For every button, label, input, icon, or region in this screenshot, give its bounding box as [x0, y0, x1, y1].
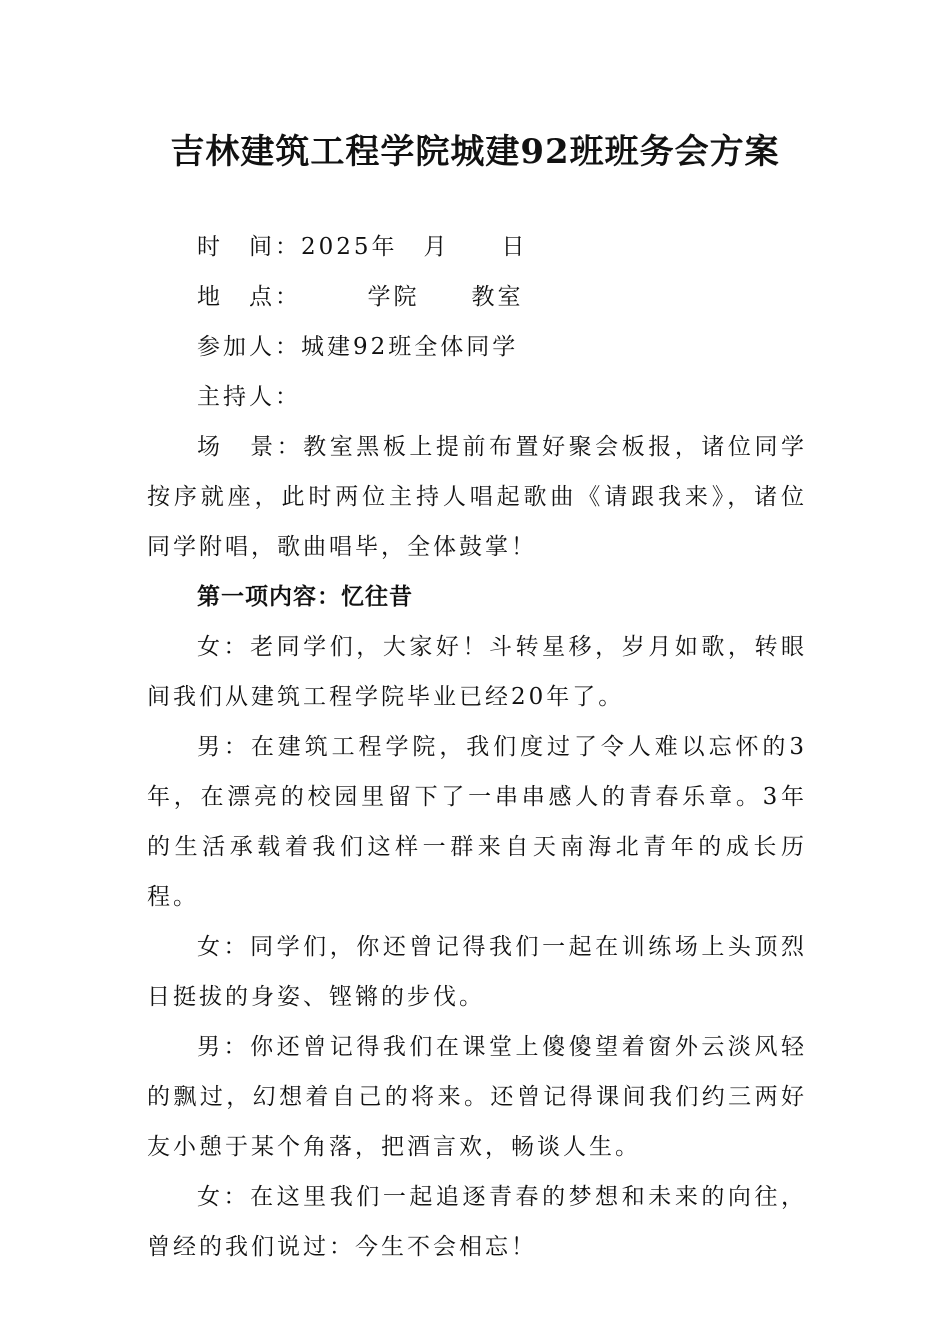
info-attendees: 参加人：城建92班全体同学: [197, 334, 519, 360]
dialogue-line: 男：你还曾记得我们在课堂上傻傻望着窗外云淡风轻的飘过，幻想着自己的将来。还曾记得课间我们约三两好友小憩于某个角落，把酒言欢，畅谈人生。: [147, 1034, 807, 1160]
dialogue-line: 男：在建筑工程学院，我们度过了令人难以忘怀的3年，在漂亮的校园里留下了一串串感人的青春乐章。3年的生活承载着我们这样一群来自天南海北青年的成长历程。: [147, 734, 807, 910]
info-host: 主持人：: [197, 384, 301, 410]
document-title: 吉林建筑工程学院城建92班班务会方案: [170, 132, 780, 172]
document-body: [147, 222, 807, 1272]
dialogue-line: 女：在这里我们一起追逐青春的梦想和未来的向往，曾经的我们说过：今生不会相忘！: [147, 1184, 807, 1260]
info-time: 时 间：2025年 月 日: [197, 234, 528, 260]
scene-paragraph: 场 景：教室黑板上提前布置好聚会板报，诸位同学按序就座，此时两位主持人唱起歌曲《请跟我来》，诸位同学附唱，歌曲唱毕，全体鼓掌！: [147, 434, 807, 560]
section-heading: 第一项内容：忆往昔: [197, 584, 413, 610]
info-place: 地 点： 学院 教室: [197, 284, 524, 310]
dialogue-line: 女：老同学们，大家好！斗转星移，岁月如歌，转眼间我们从建筑工程学院毕业已经20年了。: [147, 634, 807, 710]
dialogue-line: 女：同学们，你还曾记得我们一起在训练场上头顶烈日挺拔的身姿、铿锵的步伐。: [147, 934, 807, 1010]
